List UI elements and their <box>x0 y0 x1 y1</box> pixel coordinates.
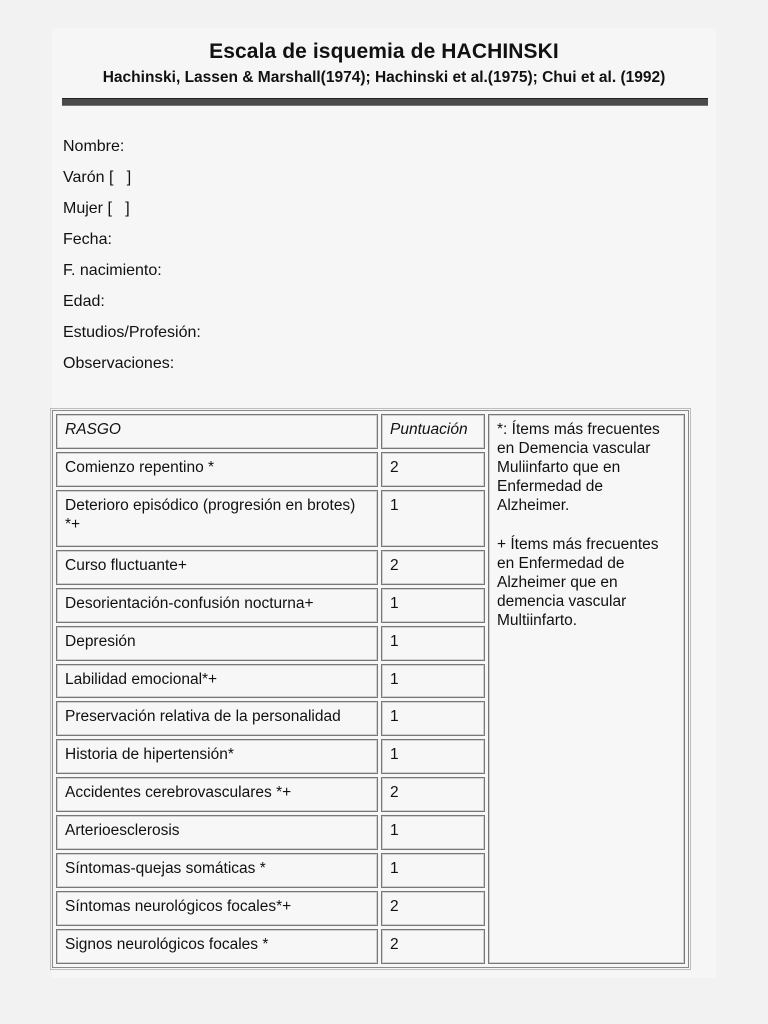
puntuacion-cell: 1 <box>381 664 485 699</box>
header-puntuacion: Puntuación <box>381 414 485 449</box>
rasgo-cell: Síntomas neurológicos focales*+ <box>56 891 378 926</box>
field-nacimiento: F. nacimiento: <box>63 262 162 279</box>
puntuacion-cell: 1 <box>381 739 485 774</box>
puntuacion-cell: 2 <box>381 891 485 926</box>
hachinski-table <box>52 410 689 968</box>
puntuacion-cell: 2 <box>381 550 485 585</box>
puntuacion-cell: 1 <box>381 588 485 623</box>
rasgo-cell: Arterioesclerosis <box>56 815 378 850</box>
rasgo-cell: Historia de hipertensión* <box>56 739 378 774</box>
puntuacion-cell: 1 <box>381 853 485 888</box>
rasgo-cell: Curso fluctuante+ <box>56 550 378 585</box>
rasgo-cell: Signos neurológicos focales * <box>56 929 378 964</box>
puntuacion-cell: 1 <box>381 701 485 736</box>
rasgo-cell: Labilidad emocional*+ <box>56 664 378 699</box>
note-plus: + Ítems más frecuentes en Enfermedad de Alzheimer que en demencia vascular Multiinfarto. <box>497 536 659 629</box>
field-estudios: Estudios/Profesión: <box>63 324 201 341</box>
notes-cell <box>488 414 685 964</box>
rasgo-cell: Accidentes cerebrovasculares *+ <box>56 777 378 812</box>
document-subtitle: Hachinski, Lassen & Marshall(1974); Hachinski et al.(1975); Chui et al. (1992) <box>102 69 666 86</box>
puntuacion-cell: 1 <box>381 815 485 850</box>
rasgo-cell: Síntomas-quejas somáticas * <box>56 853 378 888</box>
field-nombre: Nombre: <box>63 138 125 155</box>
document-title: Escala de isquemia de HACHINSKI <box>209 40 559 63</box>
notes-block <box>497 420 676 630</box>
note-asterisk: *: Ítems más frecuentes en Demencia vascular Muliinfarto que en Enfermedad de Alzheimer. <box>497 421 660 514</box>
puntuacion-cell: 2 <box>381 929 485 964</box>
rasgo-cell: Desorientación-confusión nocturna+ <box>56 588 378 623</box>
rasgo-cell: Deterioro episódico (progresión en brotes) *+ <box>56 490 378 547</box>
table-header-row <box>56 414 685 449</box>
rasgo-cell: Comienzo repentino * <box>56 452 378 487</box>
rasgo-cell: Preservación relativa de la personalidad <box>56 701 378 736</box>
puntuacion-cell: 2 <box>381 777 485 812</box>
field-mujer: Mujer [ ] <box>63 200 130 217</box>
patient-fields <box>63 131 201 379</box>
title-rule <box>62 98 708 106</box>
header-rasgo: RASGO <box>56 414 378 449</box>
puntuacion-cell: 1 <box>381 626 485 661</box>
field-edad: Edad: <box>63 293 105 310</box>
field-fecha: Fecha: <box>63 231 112 248</box>
field-observaciones: Observaciones: <box>63 355 175 372</box>
field-varon: Varón [ ] <box>63 169 132 186</box>
rasgo-cell: Depresión <box>56 626 378 661</box>
puntuacion-cell: 1 <box>381 490 485 547</box>
puntuacion-cell: 2 <box>381 452 485 487</box>
